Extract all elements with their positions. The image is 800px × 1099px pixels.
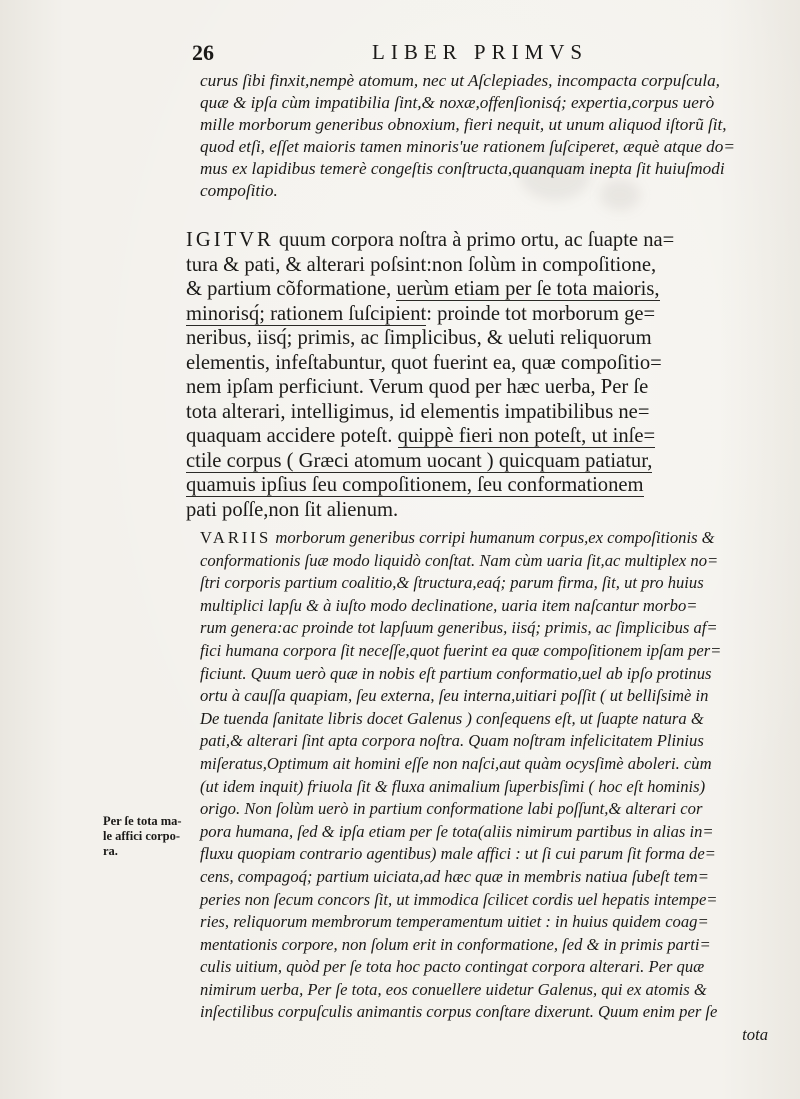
text-line: ſtri corporis partium coalitio,& ſtructura,eaq́; parum firma, ſit, ut pro huius bbox=[200, 573, 704, 593]
text-line: multiplici lapſu & à iuſto modo declinatione, uaria item naſcantur morbo= bbox=[200, 595, 698, 615]
text-line: neribus, iisq́; primis, ac ſimplicibus, & ueluti reliquorum bbox=[186, 327, 652, 349]
text-line: compoſitio. bbox=[200, 181, 278, 200]
underlined-phrase: quippè fieri non poteſt, ut inſe= bbox=[397, 425, 656, 447]
underlined-phrase: ctile corpus ( Græci atomum uocant ) quicquam patiatur, bbox=[186, 449, 653, 472]
text-line: ortu à cauſſa quapiam, ſeu externa, ſeu interna,uitiari poſſit ( ut belliſsimè in bbox=[200, 686, 709, 706]
paragraph-continuation bbox=[200, 70, 770, 202]
paragraph-variis bbox=[200, 527, 772, 1047]
text-line: mus ex lapidibus temerè congeſtis conſtructa,quanquam inepta ſit huiuſmodi bbox=[200, 159, 725, 178]
marginal-note bbox=[103, 814, 195, 859]
text-line: quæ & ipſa cùm impatibilia ſint,& noxæ,offenſionisq́; expertia,corpus uerò bbox=[200, 93, 715, 112]
text-line: De tuenda ſanitate libris docet Galenus ) conſequens eſt, ut ſuapte natura & bbox=[200, 708, 704, 728]
page-number: 26 bbox=[192, 40, 214, 65]
underlined-phrase: minorisq́; rationem ſuſcipient bbox=[186, 302, 427, 325]
text-line: fluxu quopiam contrario agentibus) male affici : ut ſi cui parum ſit forma de= bbox=[200, 844, 716, 864]
text-line: mille morborum generibus obnoxium, fieri nequit, ut unum aliquod iſtorũ ſit, bbox=[200, 115, 727, 134]
text-line: Per ſe tota ma- bbox=[103, 814, 182, 828]
text-line bbox=[186, 424, 776, 449]
text-line: quod etſi, eſſet maioris tamen minoris'ue rationem ſuſciperet, æquè atque do= bbox=[200, 137, 735, 156]
text-line: ra. bbox=[103, 844, 118, 858]
text-line bbox=[200, 527, 772, 550]
text-line: cens, compagoq́; partium uiciata,ad hæc quæ in membris natiua ſubeſt tem= bbox=[200, 866, 709, 886]
text-line: (ut idem inquit) friuola ſit & fluxa animalium ſuperbisſimi ( hoc eſt hominis) bbox=[200, 776, 706, 796]
text-line: peries non ſecum concors ſit, ut immodica ſcilicet cordis uel hepatis intempe= bbox=[200, 889, 718, 909]
text-line: ries, reliquorum membrorum temperamentum uitiet : in huius quidem coag= bbox=[200, 912, 709, 932]
running-title: LIBER PRIMVS bbox=[372, 40, 589, 64]
text-line: nem ipſam perficiunt. Verum quod per hæc uerba, Per ſe bbox=[186, 376, 649, 398]
text-line: inſectilibus corpuſculis animantis corpus conſtare dixerunt. Quum enim per ſe bbox=[200, 1002, 718, 1022]
text-run: quum corpora noſtra à primo ortu, ac ſuapte na= bbox=[273, 229, 675, 251]
text-run: morborum generibus corripi humanum corpus,ex compoſitionis & bbox=[271, 528, 715, 547]
text-line: tota alterari, intelligimus, id elementis impatibilibus ne= bbox=[186, 400, 650, 423]
text-run: : proinde tot morborum ge= bbox=[426, 302, 656, 325]
text-line bbox=[186, 302, 776, 327]
text-line bbox=[186, 277, 776, 302]
text-line: tota bbox=[742, 1025, 768, 1045]
underlined-phrase: uerùm etiam per ſe tota maioris, bbox=[396, 278, 660, 300]
text-line: tura & pati, & alterari poſsint:non ſolùm in compoſitione, bbox=[186, 253, 657, 276]
text-line: miſeratus,Optimum ait homini eſſe non naſci,aut quàm ocysſimè aboleri. cùm bbox=[200, 753, 712, 773]
text-line: le affici corpo- bbox=[103, 829, 181, 843]
text-line: conformationis ſuæ modo liquidò conſtat. Nam cùm uaria ſit,ac multiplex no= bbox=[200, 550, 719, 570]
lead-word: VARIIS bbox=[200, 528, 272, 547]
lead-word: IGITVR bbox=[186, 229, 274, 251]
text-line: rum genera:ac proinde tot lapſuum generibus, iisq́; primis, ac ſimplicibus af= bbox=[200, 618, 718, 638]
text-line: curus ſibi finxit,nempè atomum, nec ut Aſclepiades, incompacta corpuſcula, bbox=[200, 71, 720, 90]
text-line bbox=[186, 228, 776, 253]
text-line: ficiunt. Quum uerò quæ in nobis eſt partium conformatio,uel ab ipſo protinus bbox=[200, 663, 712, 683]
text-line: mentationis corpore, non ſolum erit in conformatione, ſed & in primis parti= bbox=[200, 934, 711, 954]
text-run: & partium cõformatione, bbox=[186, 278, 397, 300]
text-run: quaquam accidere poteſt. bbox=[186, 425, 398, 447]
running-head bbox=[192, 40, 772, 66]
underlined-phrase: quamuis ipſius ſeu compoſitionem, ſeu conformationem bbox=[186, 474, 644, 496]
text-line: pati poſſe,non ſit alienum. bbox=[186, 498, 399, 521]
text-line: nimirum uerba, Per ſe tota, eos conuellere uidetur Galenus, qui ex atomis & bbox=[200, 979, 707, 999]
text-line: elementis, infeſtabuntur, quot fuerint ea, quæ compoſitio= bbox=[186, 351, 662, 374]
text-line bbox=[186, 473, 776, 498]
text-line: pora humana, ſed & ipſa etiam per ſe tota(aliis nimirum partibus in alias in= bbox=[200, 821, 714, 841]
text-line: culis uitium, quòd per ſe tota hoc pacto contingat corpora alterari. Per quæ bbox=[200, 957, 705, 977]
text-line: pati,& alterari ſint apta corpora noſtra. Quam noſtram infelicitatem Plinius bbox=[200, 731, 704, 751]
text-line: origo. Non ſolùm uerò in partium conformatione labi poſſunt,& alterari cor bbox=[200, 799, 703, 819]
text-line: fici humana corpora ſit neceſſe,quot fuerint ea quæ compoſitionem ipſam per= bbox=[200, 640, 722, 660]
text-line bbox=[186, 449, 776, 474]
paragraph-igitur bbox=[186, 228, 776, 522]
